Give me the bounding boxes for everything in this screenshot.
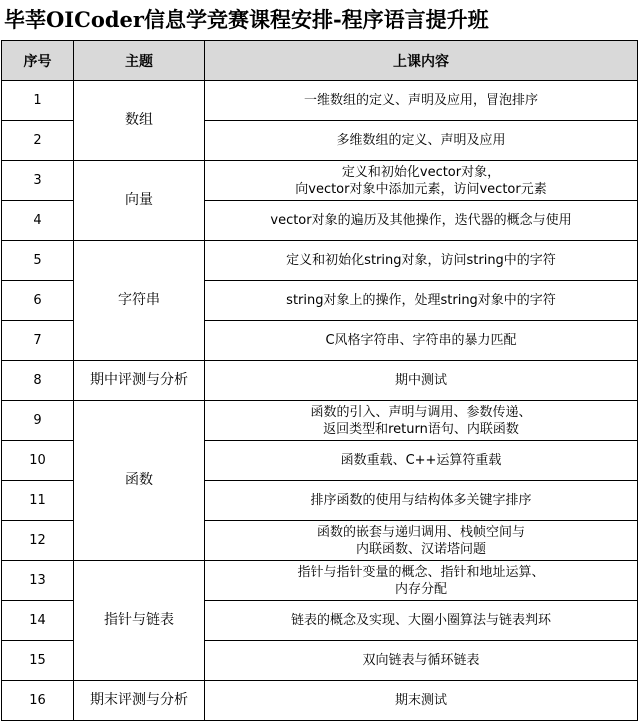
content-cell (205, 81, 638, 121)
content-cell (205, 681, 638, 721)
content-cell (205, 201, 638, 241)
row-number: 7 (2, 321, 74, 361)
content-line: 指针与指针变量的概念、指针和地址运算、 (297, 564, 545, 580)
table-row (2, 161, 638, 201)
row-number: 3 (2, 161, 74, 201)
content-cell (205, 281, 638, 321)
content-line: C风格字符串、字符串的暴力匹配 (325, 333, 517, 348)
row-number: 10 (2, 441, 74, 481)
content-line: 多维数组的定义、声明及应用 (336, 133, 506, 148)
content-cell (205, 401, 638, 441)
topic-cell: 向量 (74, 161, 205, 241)
row-number: 1 (2, 81, 74, 121)
content-line: string对象上的操作，处理string对象中的字符 (286, 293, 556, 308)
topic-cell: 指针与链表 (74, 561, 205, 681)
content-line: 定义和初始化string对象，访问string中的字符 (286, 253, 556, 268)
content-line: 函数的引入、声明与调用、参数传递、 (310, 404, 532, 420)
row-number: 12 (2, 521, 74, 561)
row-number: 2 (2, 121, 74, 161)
table-body (2, 81, 638, 721)
header-topic: 主题 (74, 41, 205, 81)
row-number: 8 (2, 361, 74, 401)
table-row (2, 241, 638, 281)
content-line: vector对象的遍历及其他操作，迭代器的概念与使用 (270, 213, 572, 228)
table-header-row (2, 41, 638, 81)
content-line: 向vector对象中添加元素，访问vector元素 (295, 181, 547, 197)
content-cell (205, 561, 638, 601)
row-number: 13 (2, 561, 74, 601)
content-cell (205, 441, 638, 481)
topic-cell: 数组 (74, 81, 205, 161)
row-number: 5 (2, 241, 74, 281)
content-cell (205, 241, 638, 281)
page-title: 毕莘OICoder信息学竞赛课程安排-程序语言提升班 (4, 7, 489, 32)
content-line: 函数的嵌套与递归调用、栈帧空间与 (316, 524, 525, 540)
content-cell (205, 601, 638, 641)
table-row (2, 361, 638, 401)
row-number: 6 (2, 281, 74, 321)
content-cell (205, 481, 638, 521)
content-cell (205, 641, 638, 681)
content-cell (205, 521, 638, 561)
row-number: 16 (2, 681, 74, 721)
topic-cell: 函数 (74, 401, 205, 561)
content-cell (205, 321, 638, 361)
topic-cell: 期中评测与分析 (74, 361, 205, 401)
topic-cell: 字符串 (74, 241, 205, 361)
content-line: 期中测试 (394, 373, 447, 388)
topic-cell: 期末评测与分析 (74, 681, 205, 721)
content-line: 链表的概念及实现、大圈小圈算法与链表判环 (290, 613, 551, 628)
content-line: 定义和初始化vector对象， (341, 164, 501, 180)
header-content: 上课内容 (205, 41, 638, 81)
content-line: 排序函数的使用与结构体多关键字排序 (310, 493, 532, 508)
table-row (2, 81, 638, 121)
header-no: 序号 (2, 41, 74, 81)
row-number: 14 (2, 601, 74, 641)
content-cell (205, 121, 638, 161)
table-row (2, 681, 638, 721)
content-line: 内联函数、汉诺塔问题 (355, 541, 486, 557)
table-row (2, 561, 638, 601)
content-line: 期末测试 (394, 693, 447, 708)
content-cell (205, 161, 638, 201)
content-line: 返回类型和return语句、内联函数 (323, 421, 519, 437)
content-line: 函数重载、C++运算符重载 (340, 453, 502, 468)
content-line: 一维数组的定义、声明及应用，冒泡排序 (303, 93, 538, 108)
row-number: 9 (2, 401, 74, 441)
row-number: 11 (2, 481, 74, 521)
row-number: 4 (2, 201, 74, 241)
table-row (2, 401, 638, 441)
content-line: 双向链表与循环链表 (362, 653, 480, 668)
course-schedule-table (1, 40, 638, 721)
content-cell (205, 361, 638, 401)
content-line: 内存分配 (394, 581, 447, 597)
row-number: 15 (2, 641, 74, 681)
